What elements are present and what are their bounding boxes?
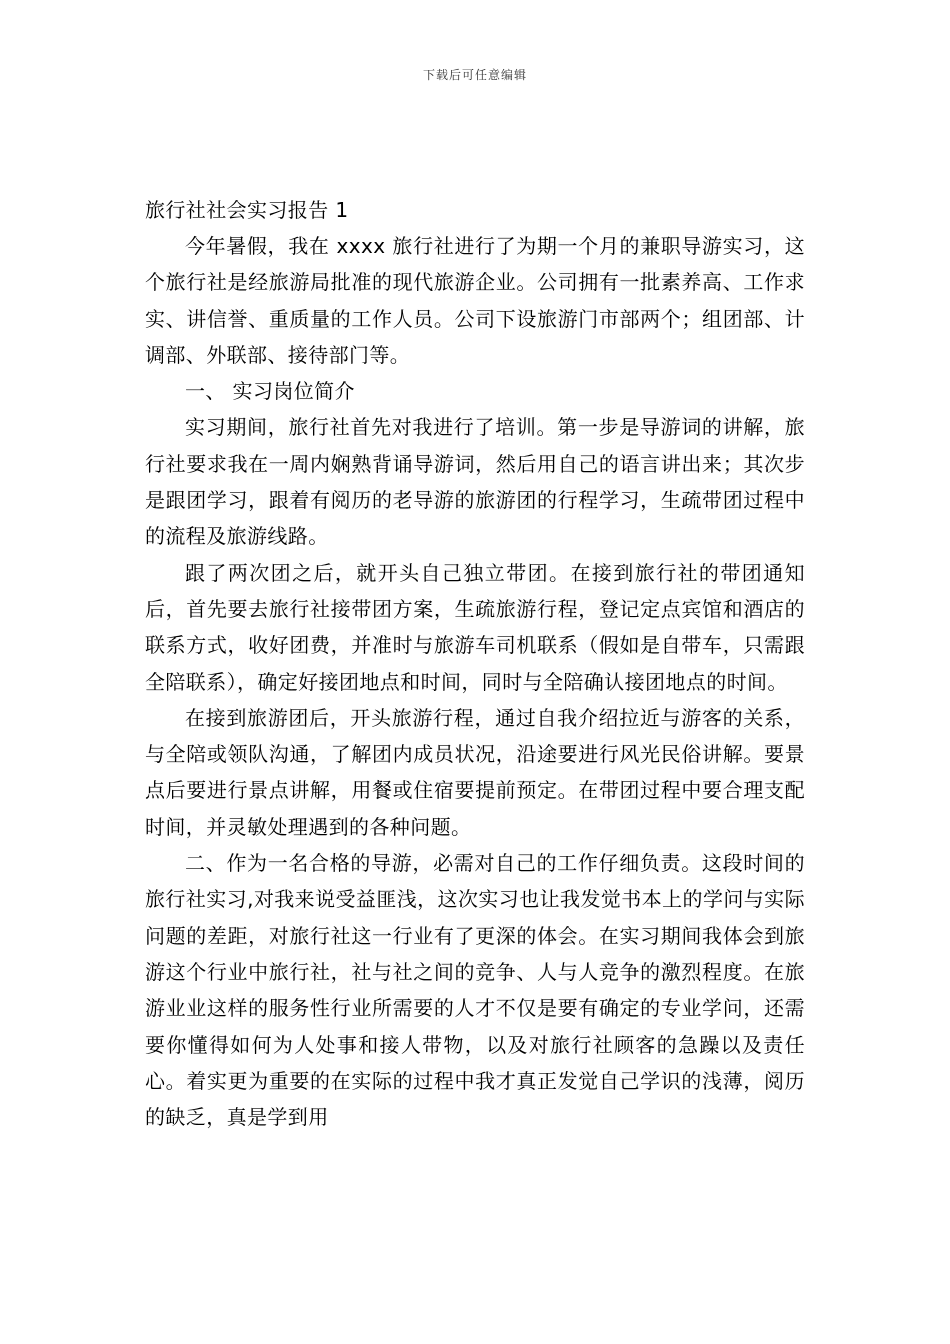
paragraph-intro: 今年暑假，我在 xxxx 旅行社进行了为期一个月的兼职导游实习，这个旅行社是经旅游局批准的现代旅游企业。公司拥有一批素养高、工作求实、讲信誉、重质量的工作人员。公司下设旅游门市部两个；组团部、计调部、外联部、接待部门等。 [145, 234, 805, 367]
paragraph-independent-tour: 跟了两次团之后，就开头自己独立带团。在接到旅行社的带团通知后，首先要去旅行社接带团方案，生疏旅游行程，登记定点宾馆和酒店的联系方式，收好团费，并准时与旅游车司机联系（假如是自带车，只需跟全陪联系），确定好接团地点和时间，同时与全陪确认接团地点的时间。 [145, 560, 805, 694]
document-body [145, 192, 805, 1135]
paragraph-tour-process: 在接到旅游团后，开头旅游行程，通过自我介绍拉近与游客的关系，与全陪或领队沟通，了解团内成员状况，沿途要进行风光民俗讲解。要景点后要进行景点讲解，用餐或住宿要提前预定。在带团过程中要合理支配时间，并灵敏处理遇到的各种问题。 [145, 705, 805, 839]
header-note: 下载后可任意编辑 [422, 68, 527, 82]
document-title: 旅行社社会实习报告 1 [145, 198, 349, 222]
paragraph-reflection: 二、作为一名合格的导游，必需对自己的工作仔细负责。这段时间的旅行社实习,对我来说受益匪浅，这次实习也让我发觉书本上的学问与实际问题的差距，对旅行社这一行业有了更深的体会。在实习期间我体会到旅游这个行业中旅行社，社与社之间的竞争、人与人竞争的激烈程度。在旅游业业这样的服务性行业所需要的人才不仅是要有确定的专业学问，还需要你懂得如何为人处事和接人带物，以及对旅行社顾客的急躁以及责任心。着实更为重要的在实际的过程中我才真正发觉自己学识的浅薄，阅历的缺乏，真是学到用 [145, 851, 805, 1130]
paragraph-training: 实习期间，旅行社首先对我进行了培训。第一步是导游词的讲解，旅行社要求我在一周内娴熟背诵导游词，然后用自己的语言讲出来；其次步是跟团学习，跟着有阅历的老导游的旅游团的行程学习，生疏带团过程中的流程及旅游线路。 [145, 415, 805, 549]
section-heading-position: 一、 实习岗位简介 [185, 379, 355, 404]
